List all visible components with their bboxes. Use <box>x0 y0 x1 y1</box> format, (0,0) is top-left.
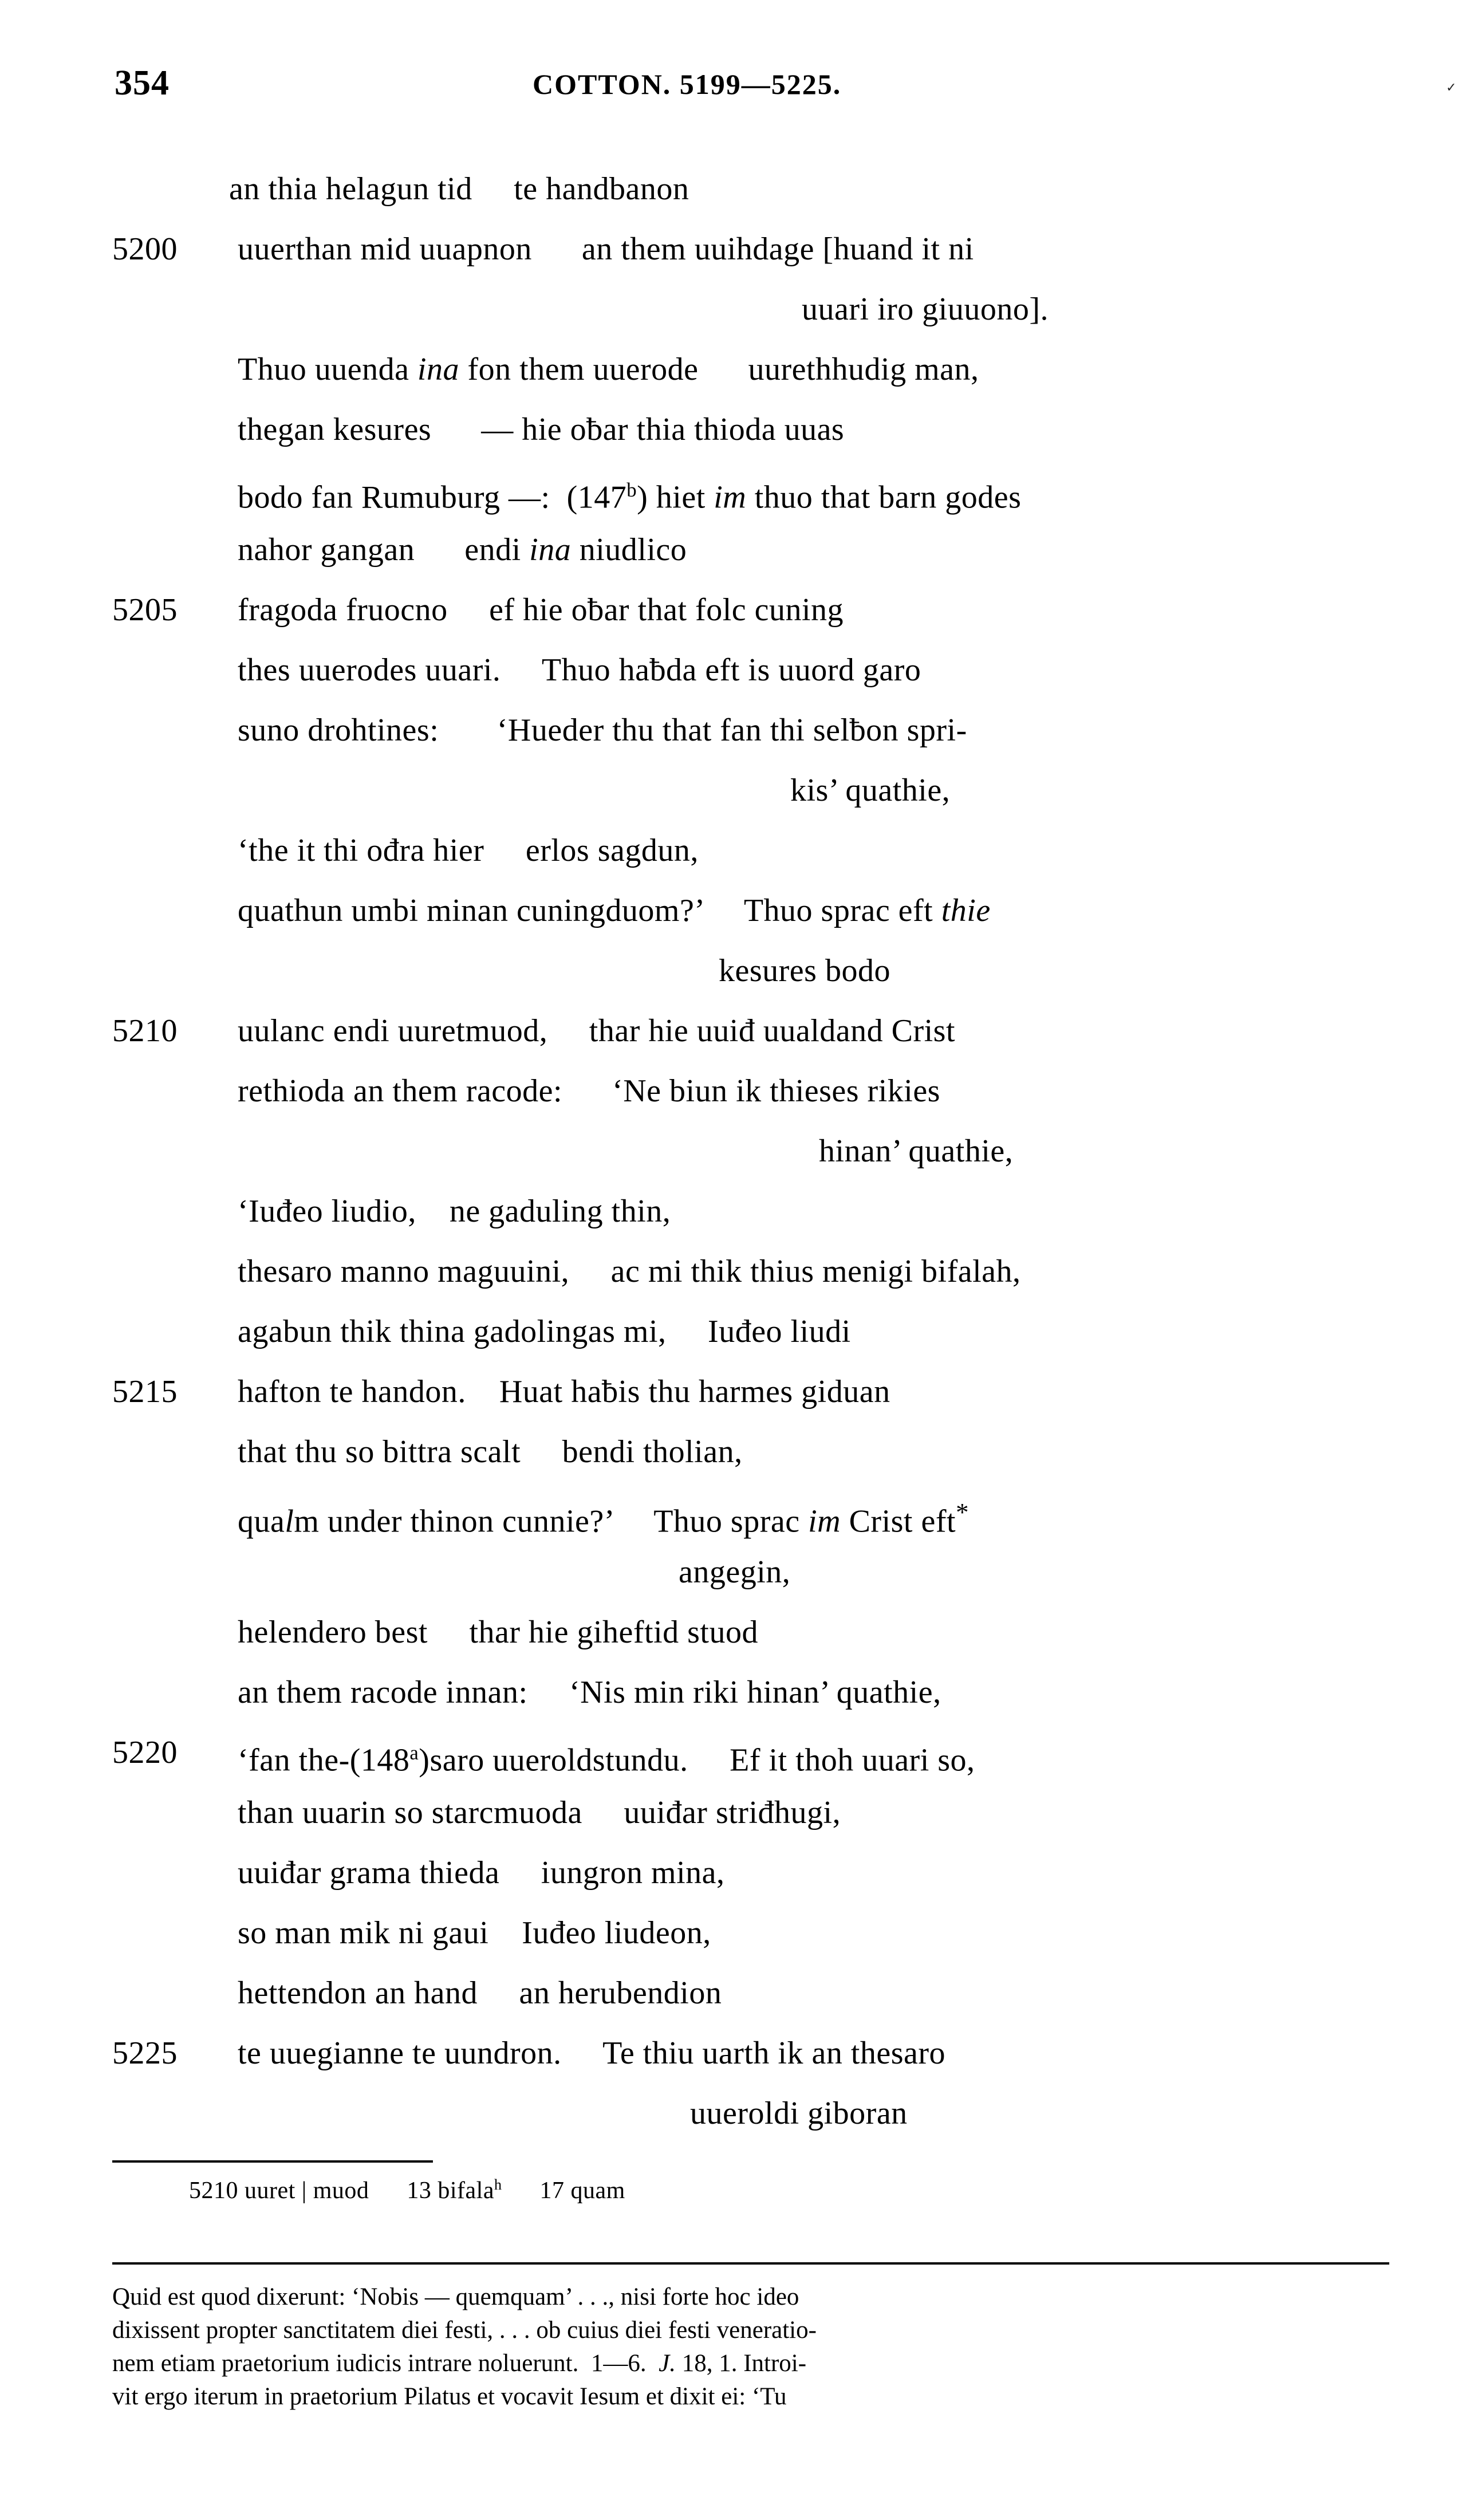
verse-line-text: uuiđar grama thieda iungron mina, <box>238 1855 725 1891</box>
verse-line-number: 5205 <box>112 592 178 628</box>
verse-body <box>0 159 1466 2144</box>
verse-line <box>0 1362 1466 1422</box>
verse-line-number: 5220 <box>112 1735 178 1770</box>
verse-line-text: thesaro manno maguuini, ac mi thik thius menigi bifalah, <box>238 1254 1021 1289</box>
verse-line-text: thegan kesures — hie oƀar thia thioda uuas <box>238 412 845 447</box>
verse-line-text: hettendon an hand an herubendion <box>238 1975 722 2011</box>
verse-line <box>0 1723 1466 1783</box>
running-head <box>0 63 1466 109</box>
latin-note <box>112 2281 1401 2413</box>
verse-line <box>0 219 1466 279</box>
apparatus-superscript: h <box>494 2176 502 2193</box>
verse-line-text: quathun umbi minan cuningduom?’ Thuo sprac eft thie <box>238 893 991 928</box>
verse-line <box>0 1903 1466 1963</box>
verse-line <box>0 700 1466 761</box>
verse-line-text: suno drohtines: ‘Hueder thu that fan thi selƀon spri- <box>238 712 967 748</box>
critical-apparatus <box>189 2176 625 2204</box>
verse-line <box>0 460 1466 520</box>
verse-line <box>0 1482 1466 1542</box>
verse-line-text: nahor gangan endi ina niudlico <box>238 532 687 568</box>
verse-line-text: Thuo uuenda ina fon them uuerode uurethhudig man, <box>238 352 979 387</box>
verse-line-text: uueroldi giboran <box>690 2096 908 2131</box>
verse-line-text: kesures bodo <box>719 953 890 989</box>
verse-line-text: uuerthan mid uuapnon an them uuihdage [huand it ni <box>238 231 974 267</box>
verse-line-text: bodo fan Rumuburg —: (147$^b$) hiet im thuo that barn godes <box>238 479 1022 515</box>
verse-line <box>0 2023 1466 2084</box>
apparatus-main: 5210 uuret | muod 13 bifala <box>189 2178 494 2204</box>
running-head-title: COTTON. 5199—5225. <box>533 68 842 100</box>
verse-line-text: fragoda fruocno ef hie oƀar that folc cuning <box>238 592 844 628</box>
verse-line-text: than uuarin so starcmuoda uuiđar striđhugi, <box>238 1795 841 1830</box>
verse-line-text: that thu so bittra scalt bendi tholian, <box>238 1434 743 1470</box>
verse-line-text: hafton te handon. Huat haƀis thu harmes giduan <box>238 1374 890 1409</box>
latin-note-line: vit ergo iterum in praetorium Pilatus et vocavit Iesum et dixit ei: ‘Tu <box>112 2383 787 2410</box>
verse-line <box>0 1182 1466 1242</box>
verse-line <box>0 340 1466 400</box>
apparatus-tail: 17 quam <box>502 2178 625 2204</box>
apparatus-rule <box>112 2160 433 2163</box>
verse-line-text: ‘Iuđeo liudio, ne gaduling thin, <box>238 1194 671 1229</box>
verse-line-number: 5215 <box>112 1374 178 1409</box>
verse-line <box>0 279 1466 340</box>
verse-line-text: uulanc endi uuretmuod, thar hie uuiđ uualdand Crist <box>238 1013 956 1049</box>
verse-line <box>0 640 1466 700</box>
verse-line <box>0 520 1466 580</box>
verse-line <box>0 1783 1466 1843</box>
verse-line-text: helendero best thar hie giheftid stuod <box>238 1615 758 1650</box>
verse-line <box>0 1242 1466 1302</box>
latin-note-rule <box>112 2262 1389 2265</box>
latin-note-line: Quid est quod dixerunt: ‘Nobis — quemquam’ . . ., nisi forte hoc ideo <box>112 2283 799 2310</box>
verse-line-text: an thia helagun tid te handbanon <box>229 171 689 207</box>
verse-line-text: an them racode innan: ‘Nis min riki hinan’ quathie, <box>238 1675 941 1710</box>
verse-line <box>0 1663 1466 1723</box>
verse-line-number: 5200 <box>112 231 178 267</box>
verse-line-number: 5210 <box>112 1013 178 1049</box>
verse-line <box>0 580 1466 640</box>
verse-line-text: qualm under thinon cunnie?’ Thuo sprac im Crist eft* <box>238 1498 969 1539</box>
verse-line <box>0 1963 1466 2023</box>
verse-line <box>0 821 1466 881</box>
latin-note-line: dixissent propter sanctitatem diei festi, . . . ob cuius diei festi veneratio- <box>112 2317 817 2344</box>
verse-line-text: so man mik ni gaui Iuđeo liudeon, <box>238 1915 711 1951</box>
verse-line-text: rethioda an them racode: ‘Ne biun ik thieses rikies <box>238 1073 940 1109</box>
verse-line <box>0 761 1466 821</box>
verse-line <box>0 941 1466 1001</box>
margin-mark: ✓ <box>1446 80 1457 94</box>
page-number: 354 <box>115 64 170 103</box>
verse-line <box>0 1302 1466 1362</box>
verse-line-text: angegin, <box>679 1554 791 1590</box>
verse-line-text: kis’ quathie, <box>790 773 951 808</box>
verse-line <box>0 1001 1466 1061</box>
verse-line <box>0 1843 1466 1903</box>
verse-line <box>0 159 1466 219</box>
verse-line-text: thes uuerodes uuari. Thuo haƀda eft is uuord garo <box>238 652 921 688</box>
verse-line-text: hinan’ quathie, <box>819 1133 1014 1169</box>
verse-line <box>0 1602 1466 1663</box>
verse-line <box>0 1061 1466 1121</box>
verse-line-text: uuari iro giuuono]. <box>802 292 1049 327</box>
verse-line-number: 5225 <box>112 2035 178 2071</box>
verse-line <box>0 1422 1466 1482</box>
verse-line <box>0 2084 1466 2144</box>
latin-note-line: nem etiam praetorium iudicis intrare noluerunt. 1—6. J. 18, 1. Introi- <box>112 2350 807 2377</box>
verse-line-text: te uuegianne te uundron. Te thiu uarth ik an thesaro <box>238 2035 946 2071</box>
verse-line <box>0 400 1466 460</box>
verse-line <box>0 881 1466 941</box>
verse-line-text: ‘fan the-(148$^a$)saro uueroldstundu. Ef it thoh uuari so, <box>238 1742 975 1778</box>
verse-line <box>0 1542 1466 1602</box>
verse-line-text: agabun thik thina gadolingas mi, Iuđeo liudi <box>238 1314 851 1349</box>
verse-line <box>0 1121 1466 1182</box>
verse-line-text: ‘the it thi ođra hier erlos sagdun, <box>238 833 699 868</box>
